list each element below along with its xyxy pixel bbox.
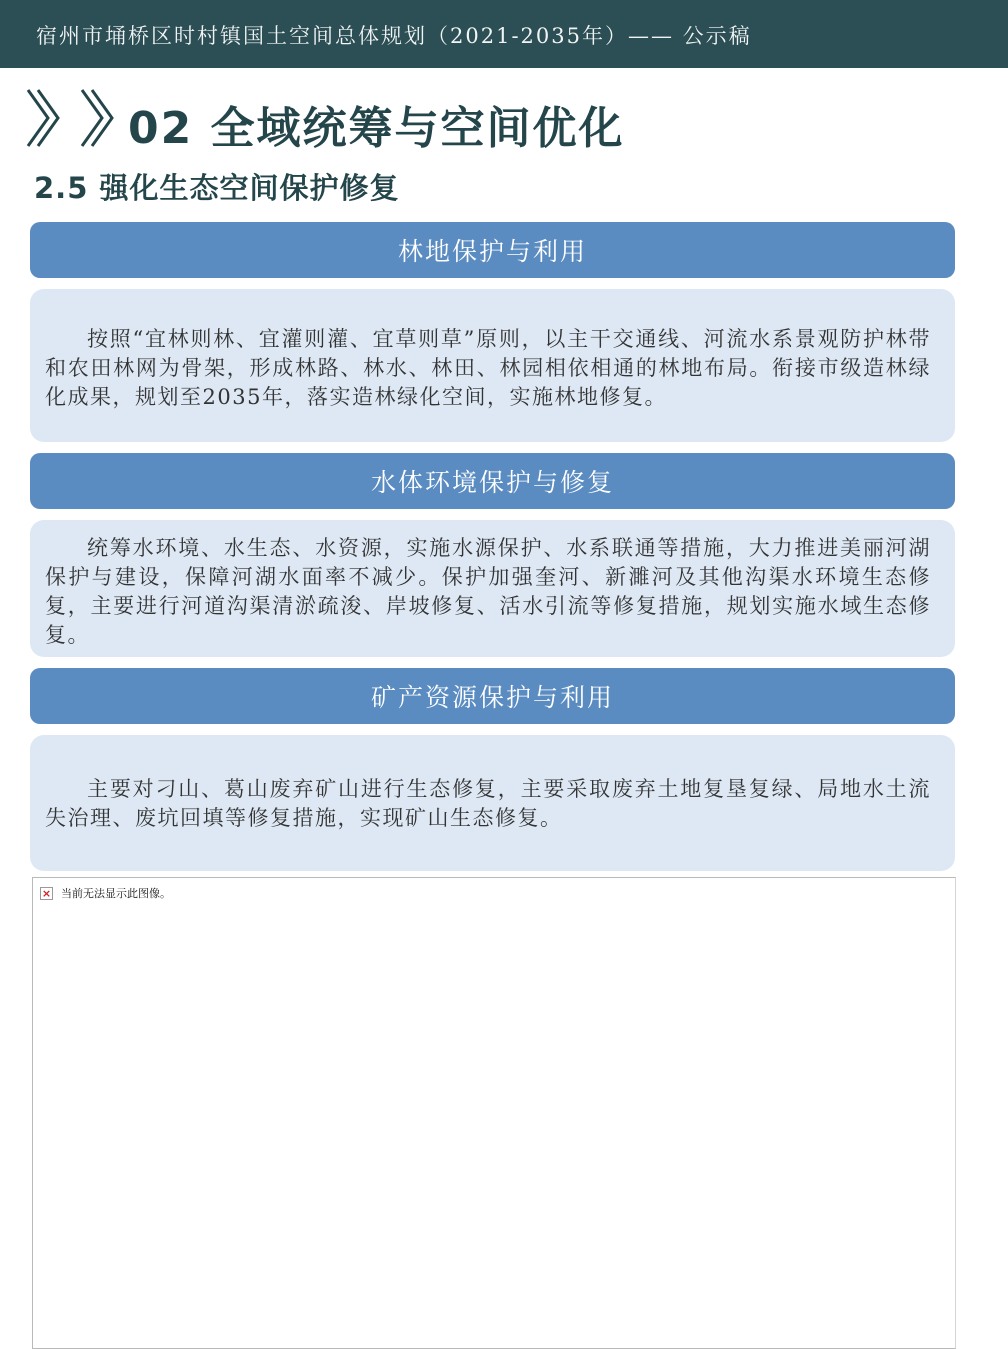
- image-placeholder: [32, 877, 956, 1349]
- broken-image-icon: ×: [41, 887, 52, 900]
- card-heading-label: 矿产资源保护与利用: [370, 683, 614, 712]
- chevron-right-icon: [22, 86, 66, 150]
- card-heading-mineral: [30, 668, 955, 724]
- card-heading-forest: [30, 222, 955, 278]
- card-body-water: [30, 520, 955, 657]
- card-body-text: 统筹水环境、水生态、水资源，实施水源保护、水系联通等措施，大力推进美丽河湖保护与建设，保障河湖水面率不减少。保护加强奎河、新濉河及其他沟渠水环境生态修复，主要进行河道沟渠清淤疏浚、岸坡修复、活水引流等修复措施，规划实施水域生态修复。: [45, 536, 931, 647]
- document-title: 宿州市埇桥区时村镇国土空间总体规划（2021-2035年）—— 公示稿: [36, 24, 752, 48]
- image-error-text: 当前无法显示此图像。: [61, 887, 171, 900]
- card-body-mineral: [30, 735, 955, 871]
- card-heading-label: 林地保护与利用: [397, 237, 587, 266]
- subsection-title: 2.5 强化生态空间保护修复: [34, 171, 400, 205]
- card-heading-water: [30, 453, 955, 509]
- chevron-right-icon: [76, 86, 120, 150]
- section-title: 02 全域统筹与空间优化: [128, 103, 625, 154]
- card-body-text: 按照“宜林则林、宜灌则灌、宜草则草”原则，以主干交通线、河流水系景观防护林带和农田林网为骨架，形成林路、林水、林田、林园相依相通的林地布局。衔接市级造林绿化成果，规划至2035年，落实造林绿化空间，实施林地修复。: [45, 327, 931, 409]
- card-heading-label: 水体环境保护与修复: [370, 468, 614, 497]
- card-body-text: 主要对刁山、葛山废弃矿山进行生态修复，主要采取废弃土地复垦复绿、局地水土流失治理、废坑回填等修复措施，实现矿山生态修复。: [45, 777, 931, 830]
- header-bar: [0, 0, 1008, 68]
- card-body-forest: [30, 289, 955, 442]
